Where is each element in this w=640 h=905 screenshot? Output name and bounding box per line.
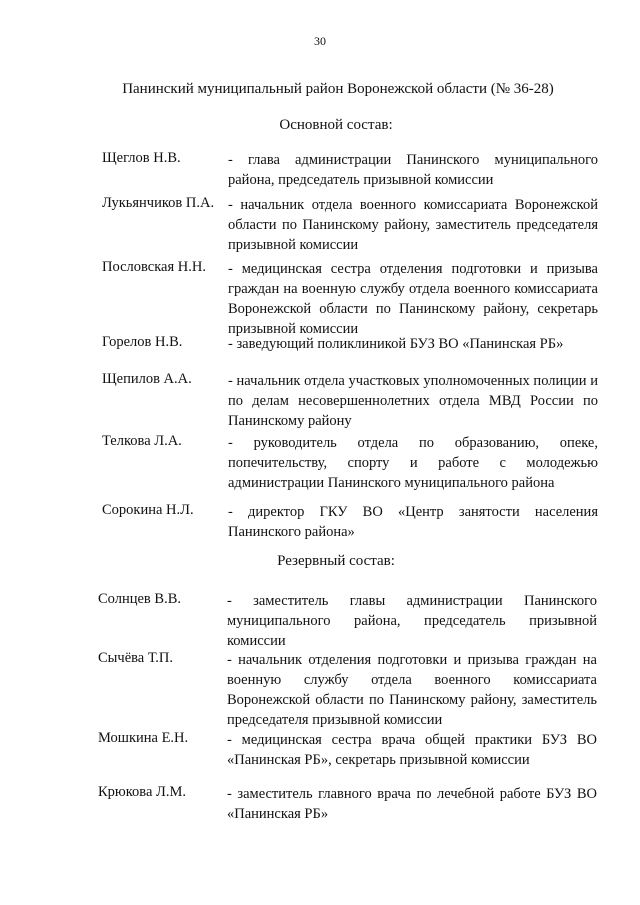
member-name: Щеглов Н.В.	[102, 150, 181, 166]
member-role: - заместитель главы администрации Панинского муниципального района, председатель призывной комиссии	[227, 593, 597, 649]
member-name: Телкова Л.А.	[102, 433, 182, 449]
member-role: - директор ГКУ ВО «Центр занятости населения Панинского района»	[228, 504, 598, 540]
document-title: Панинский муниципальный район Воронежской области (№ 36-28)	[122, 81, 554, 97]
member-role: - медицинская сестра врача общей практики БУЗ ВО «Панинская РБ», секретарь призывной комиссии	[227, 732, 597, 768]
member-name: Лукьянчиков П.А.	[102, 195, 215, 211]
member-role: - начальник отдела военного комиссариата Воронежской области по Панинскому району, заместитель председателя призывной комиссии	[228, 197, 598, 253]
member-role: - глава администрации Панинского муниципального района, председатель призывной комиссии	[228, 152, 598, 188]
member-name: Сорокина Н.Л.	[102, 502, 194, 518]
member-name: Горелов Н.В.	[102, 334, 183, 350]
member-role: - руководитель отдела по образованию, опеке, попечительству, спорту и работе с молодежью администрации Панинского муниципального района	[228, 435, 598, 491]
member-role: - медицинская сестра отделения подготовки и призыва граждан на военную службу отдела военного комиссариата Воронежской области по Панинскому району, секретарь призывной комиссии	[228, 261, 598, 337]
member-role: - начальник отдела участковых уполномоченных полиции и по делам несовершеннолетних отдела МВД России по Панинскому району	[228, 373, 598, 429]
member-name: Крюкова Л.М.	[98, 784, 187, 800]
member-name: Сычёва Т.П.	[98, 650, 173, 666]
member-name: Мошкина Е.Н.	[98, 730, 189, 746]
main-section-heading: Основной состав:	[279, 117, 393, 133]
member-name: Щепилов А.А.	[102, 371, 192, 387]
member-role: - заведующий поликлиникой БУЗ ВО «Панинская РБ»	[228, 336, 564, 352]
member-name: Солнцев В.В.	[98, 591, 181, 607]
member-role: - заместитель главного врача по лечебной работе БУЗ ВО «Панинская РБ»	[227, 786, 597, 822]
member-role: - начальник отделения подготовки и призыва граждан на военную службу отдела военного комиссариата Воронежской области по Панинскому району, заместитель председателя призывной комиссии	[227, 652, 597, 728]
reserve-section-heading: Резервный состав:	[277, 553, 395, 569]
member-name: Пословская Н.Н.	[102, 259, 206, 275]
page-number: 30	[314, 34, 326, 48]
